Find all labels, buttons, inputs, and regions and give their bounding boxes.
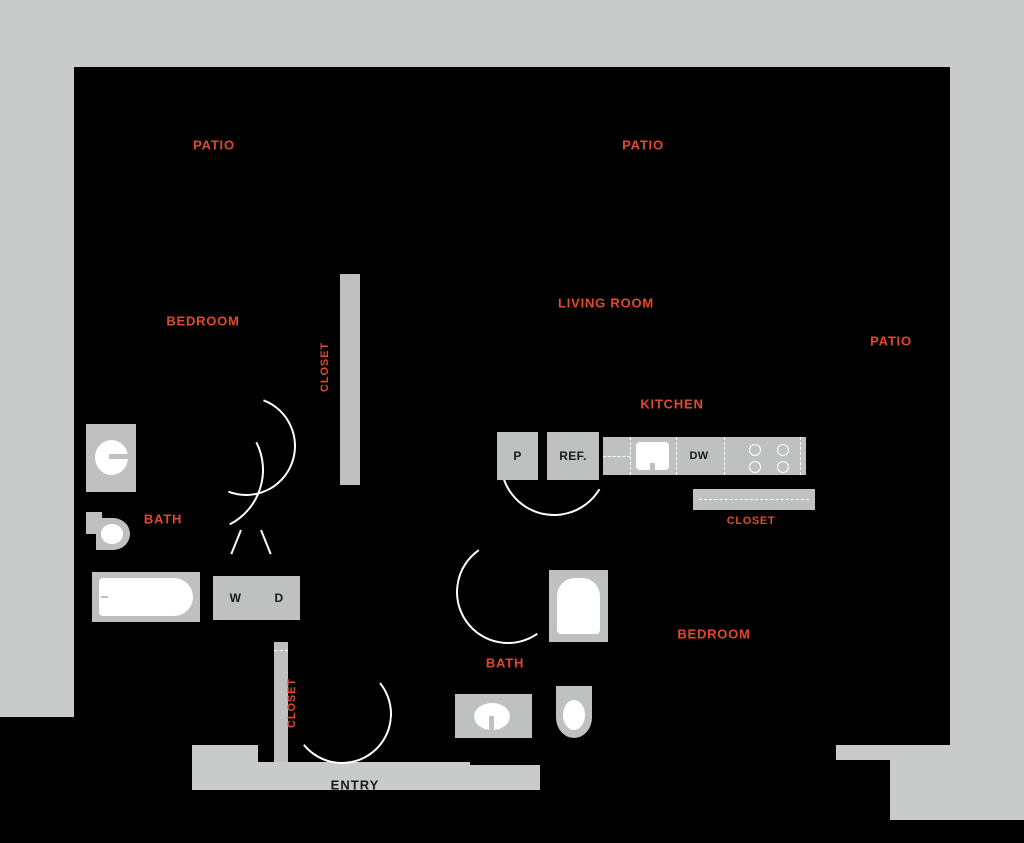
closet-bedroom-right-dash [699, 499, 809, 500]
kitchen-counter-divider-4 [800, 437, 801, 475]
bath-left-toilet-seat [101, 524, 123, 544]
bath-left-tub-drain [101, 596, 108, 598]
kitchen-counter-front-edge [603, 456, 630, 457]
appliance-washer: W [213, 576, 258, 620]
bath-right-sink-faucet [489, 716, 494, 732]
bath-right-toilet-seat [563, 700, 585, 730]
room-label-bedroom-right: BEDROOM [677, 626, 751, 642]
bath-left-sink-faucet [109, 454, 129, 459]
cooktop-burner-2 [777, 444, 789, 456]
kitchen-counter-divider-2 [676, 437, 677, 475]
room-label-kitchen: KITCHEN [640, 396, 704, 412]
bath-left-tub-basin [99, 578, 193, 616]
cooktop-burner-1 [749, 444, 761, 456]
cooktop-burner-4 [777, 461, 789, 473]
kitchen-counter-divider-3 [724, 437, 725, 475]
cooktop-burner-3 [749, 461, 761, 473]
room-label-closet-entry: CLOSET [286, 678, 298, 728]
room-label-closet-bedroom-right: CLOSET [726, 515, 776, 527]
plan-body-bottom-right-tail [890, 820, 1024, 843]
bath-right-shower-basin [557, 578, 600, 634]
appliance-refrigerator: REF. [547, 432, 599, 480]
room-label-closet-bedroom-left: CLOSET [319, 342, 331, 392]
appliance-dishwasher: DW [679, 437, 719, 475]
room-label-bath-left: BATH [143, 511, 183, 527]
room-label-living-room: LIVING ROOM [558, 295, 654, 311]
room-label-patio-1: PATIO [193, 137, 235, 153]
room-label-bedroom-left: BEDROOM [166, 313, 240, 329]
appliance-pantry: P [497, 432, 538, 480]
kitchen-sink-faucet [650, 463, 655, 475]
closet-partition-bedroom [340, 274, 360, 485]
room-label-patio-3: PATIO [870, 333, 912, 349]
closet-entry-dash [274, 650, 288, 651]
kitchen-counter-divider-1 [630, 437, 631, 475]
entry-label: ENTRY [330, 777, 380, 793]
plan-body-bottom-strip [540, 760, 890, 843]
room-label-bath-right: BATH [485, 655, 525, 671]
appliance-dryer: D [258, 576, 300, 620]
room-label-patio-2: PATIO [622, 137, 664, 153]
plan-body-bottom-strip-2 [0, 790, 540, 843]
